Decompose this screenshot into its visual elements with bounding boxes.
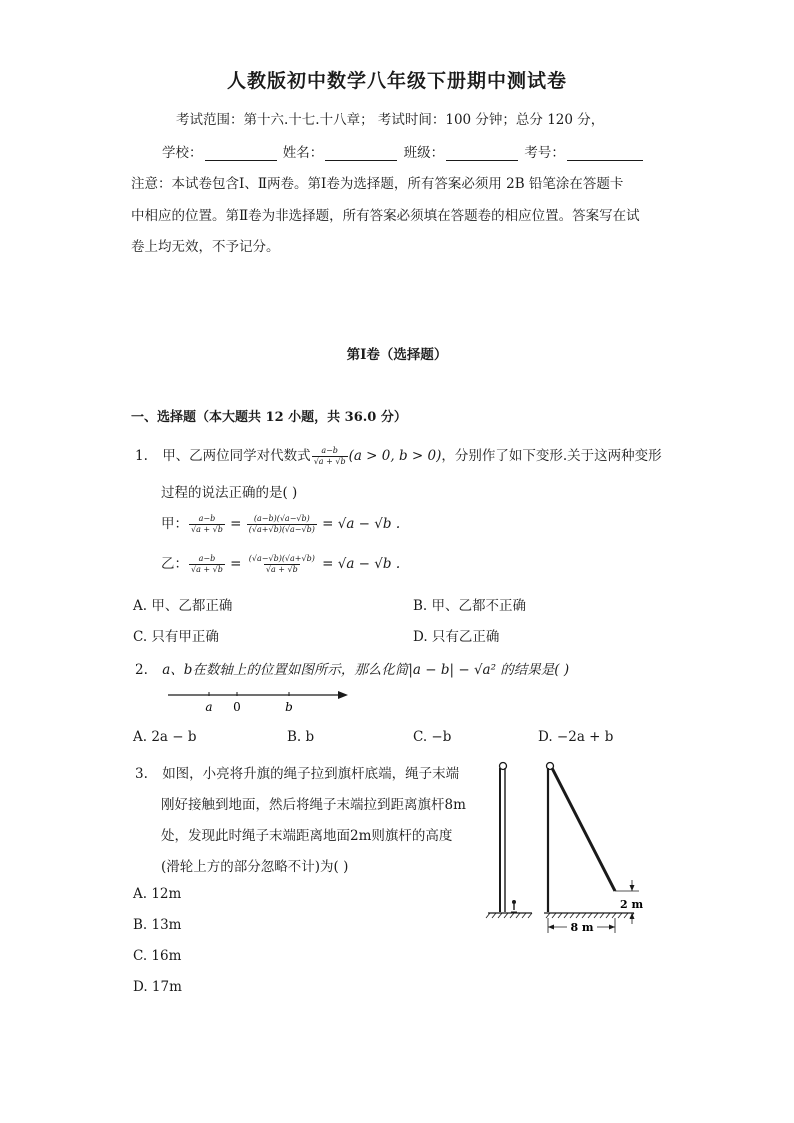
volume-title: 第Ⅰ卷（选择题） bbox=[346, 347, 448, 363]
q2-option-d[interactable]: D. −2a + b bbox=[538, 729, 614, 745]
q3-line-1: 如图，小亮将升旗的绳子拉到旗杆底端，绳子末端 bbox=[162, 766, 460, 782]
q3-option-b[interactable]: B. 13m bbox=[133, 917, 182, 933]
q1-jia-mid-num: (a−b)(√a−√b) bbox=[253, 514, 310, 523]
part-title: 一、选择题（本大题共 12 小题，共 36.0 分） bbox=[131, 410, 407, 425]
q3-line-3: 处，发现此时绳子末端距离地面2m则旗杆的高度 bbox=[161, 828, 453, 844]
arrow-left-icon bbox=[548, 925, 554, 930]
q2-option-c[interactable]: C. −b bbox=[413, 729, 452, 745]
q1-yi-label: 乙： bbox=[161, 556, 188, 572]
number-line-figure bbox=[160, 683, 360, 717]
q2-option-a[interactable]: A. 2a − b bbox=[133, 729, 197, 745]
question-1 bbox=[135, 444, 662, 467]
q2-number: 2. bbox=[135, 662, 148, 678]
q1-jia-result: = √a − √b . bbox=[322, 516, 401, 532]
label-a: a bbox=[205, 700, 213, 714]
name-blank[interactable] bbox=[325, 146, 397, 161]
q3-option-c[interactable]: C. 16m bbox=[133, 948, 182, 964]
q3-line-4: (滑轮上方的部分忽略不计)为( ) bbox=[161, 859, 349, 875]
q1-jia-frac-den: √a + √b bbox=[191, 525, 223, 534]
q3-option-a[interactable]: A. 12m bbox=[133, 886, 182, 902]
q1-yi-result: = √a − √b . bbox=[322, 556, 401, 572]
notice-line-3: 卷上均无效，不予记分。 bbox=[131, 239, 280, 255]
q3-number: 3. bbox=[135, 766, 148, 782]
exam-no-label: 考号： bbox=[524, 145, 565, 161]
notice-line-1: 注意：本试卷包含Ⅰ、Ⅱ两卷。第Ⅰ卷为选择题，所有答案必须用 2B 铅笔涂在答题卡 bbox=[131, 176, 624, 192]
scene-2 bbox=[544, 763, 643, 935]
label-b: b bbox=[285, 700, 293, 714]
person-head-icon bbox=[512, 900, 516, 904]
q1-jia-mid-den: (√a+√b)(√a−√b) bbox=[248, 525, 315, 534]
exam-no-blank[interactable] bbox=[567, 146, 643, 161]
q1-yi-mid-den: √a + √b bbox=[265, 565, 298, 574]
q1-jia-frac-num: a−b bbox=[198, 514, 216, 523]
q1-jia-label: 甲： bbox=[161, 516, 188, 532]
class-blank[interactable] bbox=[446, 146, 518, 161]
q1-yi-frac-num: a−b bbox=[198, 554, 216, 563]
q1-line-2: 过程的说法正确的是( ) bbox=[161, 485, 298, 501]
question-3 bbox=[135, 762, 459, 782]
q1-option-a[interactable]: A. 甲、乙都正确 bbox=[133, 598, 233, 614]
q2-text: a、b在数轴上的位置如图所示，那么化简|a − b| − √a² 的结果是( ) bbox=[162, 662, 570, 678]
q1-option-d[interactable]: D. 只有乙正确 bbox=[413, 629, 500, 645]
q1-number: 1. bbox=[135, 448, 148, 464]
school-blank[interactable] bbox=[205, 146, 277, 161]
arrow-down-icon bbox=[630, 885, 635, 891]
q1-frac-num: a−b bbox=[321, 446, 338, 455]
flagpole-figure bbox=[484, 752, 654, 942]
label-2m: 2 m bbox=[620, 898, 644, 911]
number-line-arrow bbox=[338, 691, 348, 699]
q1-yi-derivation: 乙： $\frac{a-b}{√a + √b}$ = $\frac{(√a-√b)(√a+√b)}{√a + √b}$ = √a − √b . bbox=[161, 554, 401, 574]
label-zero: 0 bbox=[233, 700, 241, 714]
student-info-fields bbox=[162, 141, 645, 161]
name-label: 姓名： bbox=[282, 145, 324, 161]
scene-1 bbox=[486, 763, 532, 919]
class-label: 班级： bbox=[403, 145, 445, 161]
q1-condition: (a > 0, b > 0) bbox=[348, 448, 442, 464]
q3-line-2: 刚好接触到地面，然后将绳子末端拉到距离旗杆8m bbox=[161, 797, 466, 813]
question-2 bbox=[135, 658, 569, 678]
q1-jia-derivation: 甲： $\frac{a-b}{√a + √b}$ = $\frac{(a-b)(√a-√b)}{(√a+√b)(√a-√b)}$ = √a − √b . bbox=[161, 514, 401, 534]
q1-option-c[interactable]: C. 只有甲正确 bbox=[133, 629, 219, 645]
q3-option-d[interactable]: D. 17m bbox=[133, 979, 182, 995]
exam-info: 考试范围：第十六.十七.十八章； 考试时间：100 分钟；总分 120 分， bbox=[176, 112, 605, 128]
q1-frac-den: √a + √b bbox=[313, 457, 346, 466]
arrow-right-icon bbox=[609, 925, 615, 930]
school-label: 学校： bbox=[162, 145, 203, 161]
q1-text-b: ，分别作了如下变形.关于这两种变形 bbox=[441, 448, 662, 464]
q1-text-a: 甲、乙两位同学对代数式 bbox=[162, 448, 311, 464]
q1-yi-mid-num: (√a−√b)(√a+√b) bbox=[248, 554, 315, 563]
page-title: 人教版初中数学八年级下册期中测试卷 bbox=[226, 70, 567, 92]
q1-yi-frac-den: √a + √b bbox=[191, 565, 223, 574]
q1-fraction bbox=[312, 446, 348, 467]
notice-line-2: 中相应的位置。第Ⅱ卷为非选择题，所有答案必须填在答题卷的相应位置。答案写在试 bbox=[131, 208, 640, 224]
rope-pulled bbox=[552, 768, 615, 891]
q2-option-b[interactable]: B. b bbox=[287, 729, 315, 745]
q1-option-b[interactable]: B. 甲、乙都不正确 bbox=[413, 598, 527, 614]
label-8m: 8 m bbox=[570, 921, 594, 934]
